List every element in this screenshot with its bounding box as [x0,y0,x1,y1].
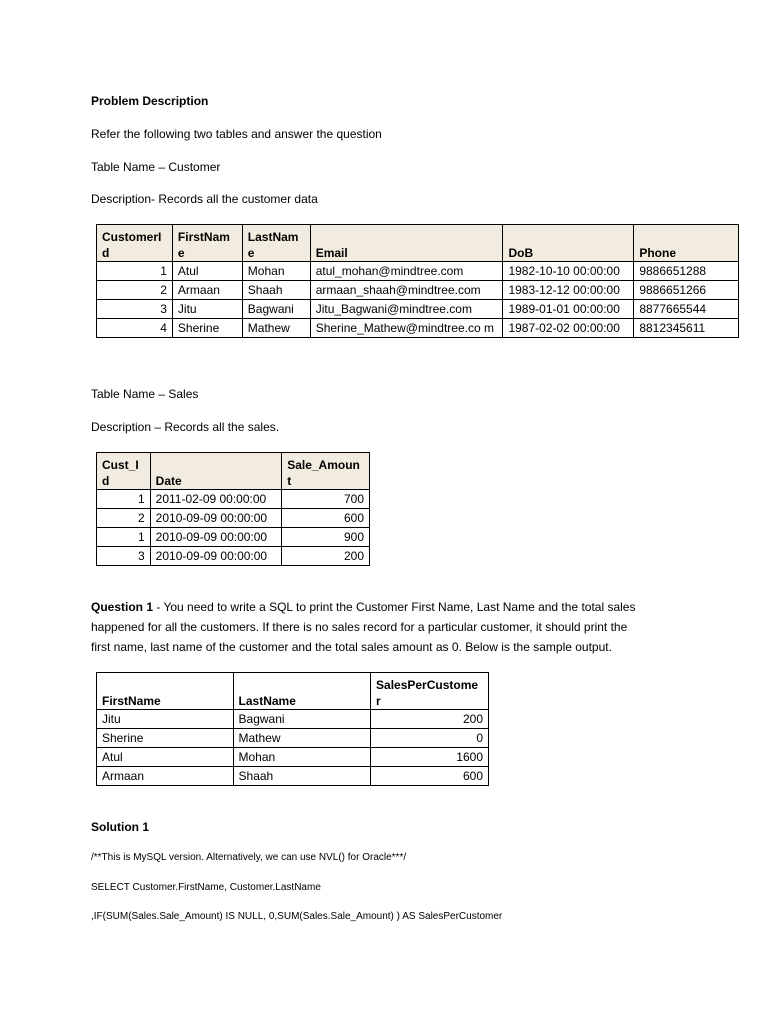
customer-table [96,224,739,338]
customer-email: Sherine_Mathew@mindtree.co m [310,319,503,338]
sales-table-name: Table Name – Sales [91,387,199,401]
intro-text: Refer the following two tables and answer the question [91,127,382,141]
customer-header-firstname: FirstNam e [172,225,242,262]
code-line-1: /**This is MySQL version. Alternatively, we can use NVL() for Oracle***/ [91,852,407,863]
customer-dob: 1983-12-12 00:00:00 [503,281,634,300]
table-row [97,262,739,281]
customer-lastname: Mathew [242,319,310,338]
customer-dob: 1987-02-02 00:00:00 [503,319,634,338]
page-heading: Problem Description [91,94,209,108]
output-header-lastname: LastName [233,673,371,710]
output-header-sales: SalesPerCustome r [371,673,489,710]
customer-dob: 1982-10-10 00:00:00 [503,262,634,281]
output-firstname: Armaan [97,767,234,786]
table-row [97,490,370,509]
code-line-3: ,IF(SUM(Sales.Sale_Amount) IS NULL, 0,SUM(Sales.Sale_Amount) ) AS SalesPerCustomer [91,911,503,922]
sales-header-custid: Cust_I d [97,453,151,490]
table-row [97,281,739,300]
output-firstname: Jitu [97,710,234,729]
customer-firstname: Sherine [172,319,242,338]
output-sales: 200 [371,710,489,729]
customer-lastname: Mohan [242,262,310,281]
customer-id: 4 [97,319,173,338]
question-line-3: first name, last name of the customer and the total sales amount as 0. Below is the sample output. [91,640,612,654]
table-row [97,547,370,566]
table-row [97,319,739,338]
table-row [97,528,370,547]
customer-id: 3 [97,300,173,319]
customer-id: 1 [97,262,173,281]
question-line-1 [91,600,635,614]
table-row [97,748,489,767]
customer-table-name: Table Name – Customer [91,160,221,174]
customer-header-email: Email [310,225,503,262]
sales-date: 2010-09-09 00:00:00 [150,547,282,566]
customer-id: 2 [97,281,173,300]
table-row [97,729,489,748]
output-firstname: Atul [97,748,234,767]
output-sales: 1600 [371,748,489,767]
output-table [96,672,489,786]
customer-email: atul_mohan@mindtree.com [310,262,503,281]
sales-date: 2010-09-09 00:00:00 [150,528,282,547]
question-label: Question 1 [91,600,154,614]
customer-dob: 1989-01-01 00:00:00 [503,300,634,319]
customer-lastname: Bagwani [242,300,310,319]
question-text-1: - You need to write a SQL to print the Customer First Name, Last Name and the total sales [153,600,636,614]
sales-custid: 1 [97,490,151,509]
customer-header-id: CustomerI d [97,225,173,262]
customer-description: Description- Records all the customer data [91,192,318,206]
output-sales: 0 [371,729,489,748]
output-lastname: Shaah [233,767,371,786]
customer-header-lastname: LastNam e [242,225,310,262]
sales-custid: 1 [97,528,151,547]
solution-heading: Solution 1 [91,820,149,834]
question-line-2: happened for all the customers. If there is no sales record for a particular customer, it should print the [91,620,628,634]
output-lastname: Mohan [233,748,371,767]
sales-header-date: Date [150,453,282,490]
table-row [97,300,739,319]
customer-header-phone: Phone [634,225,739,262]
customer-phone: 9886651266 [634,281,739,300]
sales-header-amount: Sale_Amoun t [282,453,370,490]
customer-firstname: Atul [172,262,242,281]
output-lastname: Bagwani [233,710,371,729]
table-row [97,767,489,786]
output-lastname: Mathew [233,729,371,748]
sales-custid: 3 [97,547,151,566]
sales-amount: 700 [282,490,370,509]
sales-custid: 2 [97,509,151,528]
output-firstname: Sherine [97,729,234,748]
customer-firstname: Armaan [172,281,242,300]
customer-email: Jitu_Bagwani@mindtree.com [310,300,503,319]
sales-date: 2011-02-09 00:00:00 [150,490,282,509]
output-sales: 600 [371,767,489,786]
sales-amount: 900 [282,528,370,547]
sales-amount: 200 [282,547,370,566]
customer-header-dob: DoB [503,225,634,262]
customer-firstname: Jitu [172,300,242,319]
customer-phone: 8877665544 [634,300,739,319]
customer-phone: 8812345611 [634,319,739,338]
sales-amount: 600 [282,509,370,528]
sales-description: Description – Records all the sales. [91,420,280,434]
customer-phone: 9886651288 [634,262,739,281]
output-header-firstname: FirstName [97,673,234,710]
table-row [97,710,489,729]
table-row [97,509,370,528]
sales-table [96,452,370,566]
customer-email: armaan_shaah@mindtree.com [310,281,503,300]
sales-date: 2010-09-09 00:00:00 [150,509,282,528]
customer-lastname: Shaah [242,281,310,300]
code-line-2: SELECT Customer.FirstName, Customer.LastName [91,882,321,893]
